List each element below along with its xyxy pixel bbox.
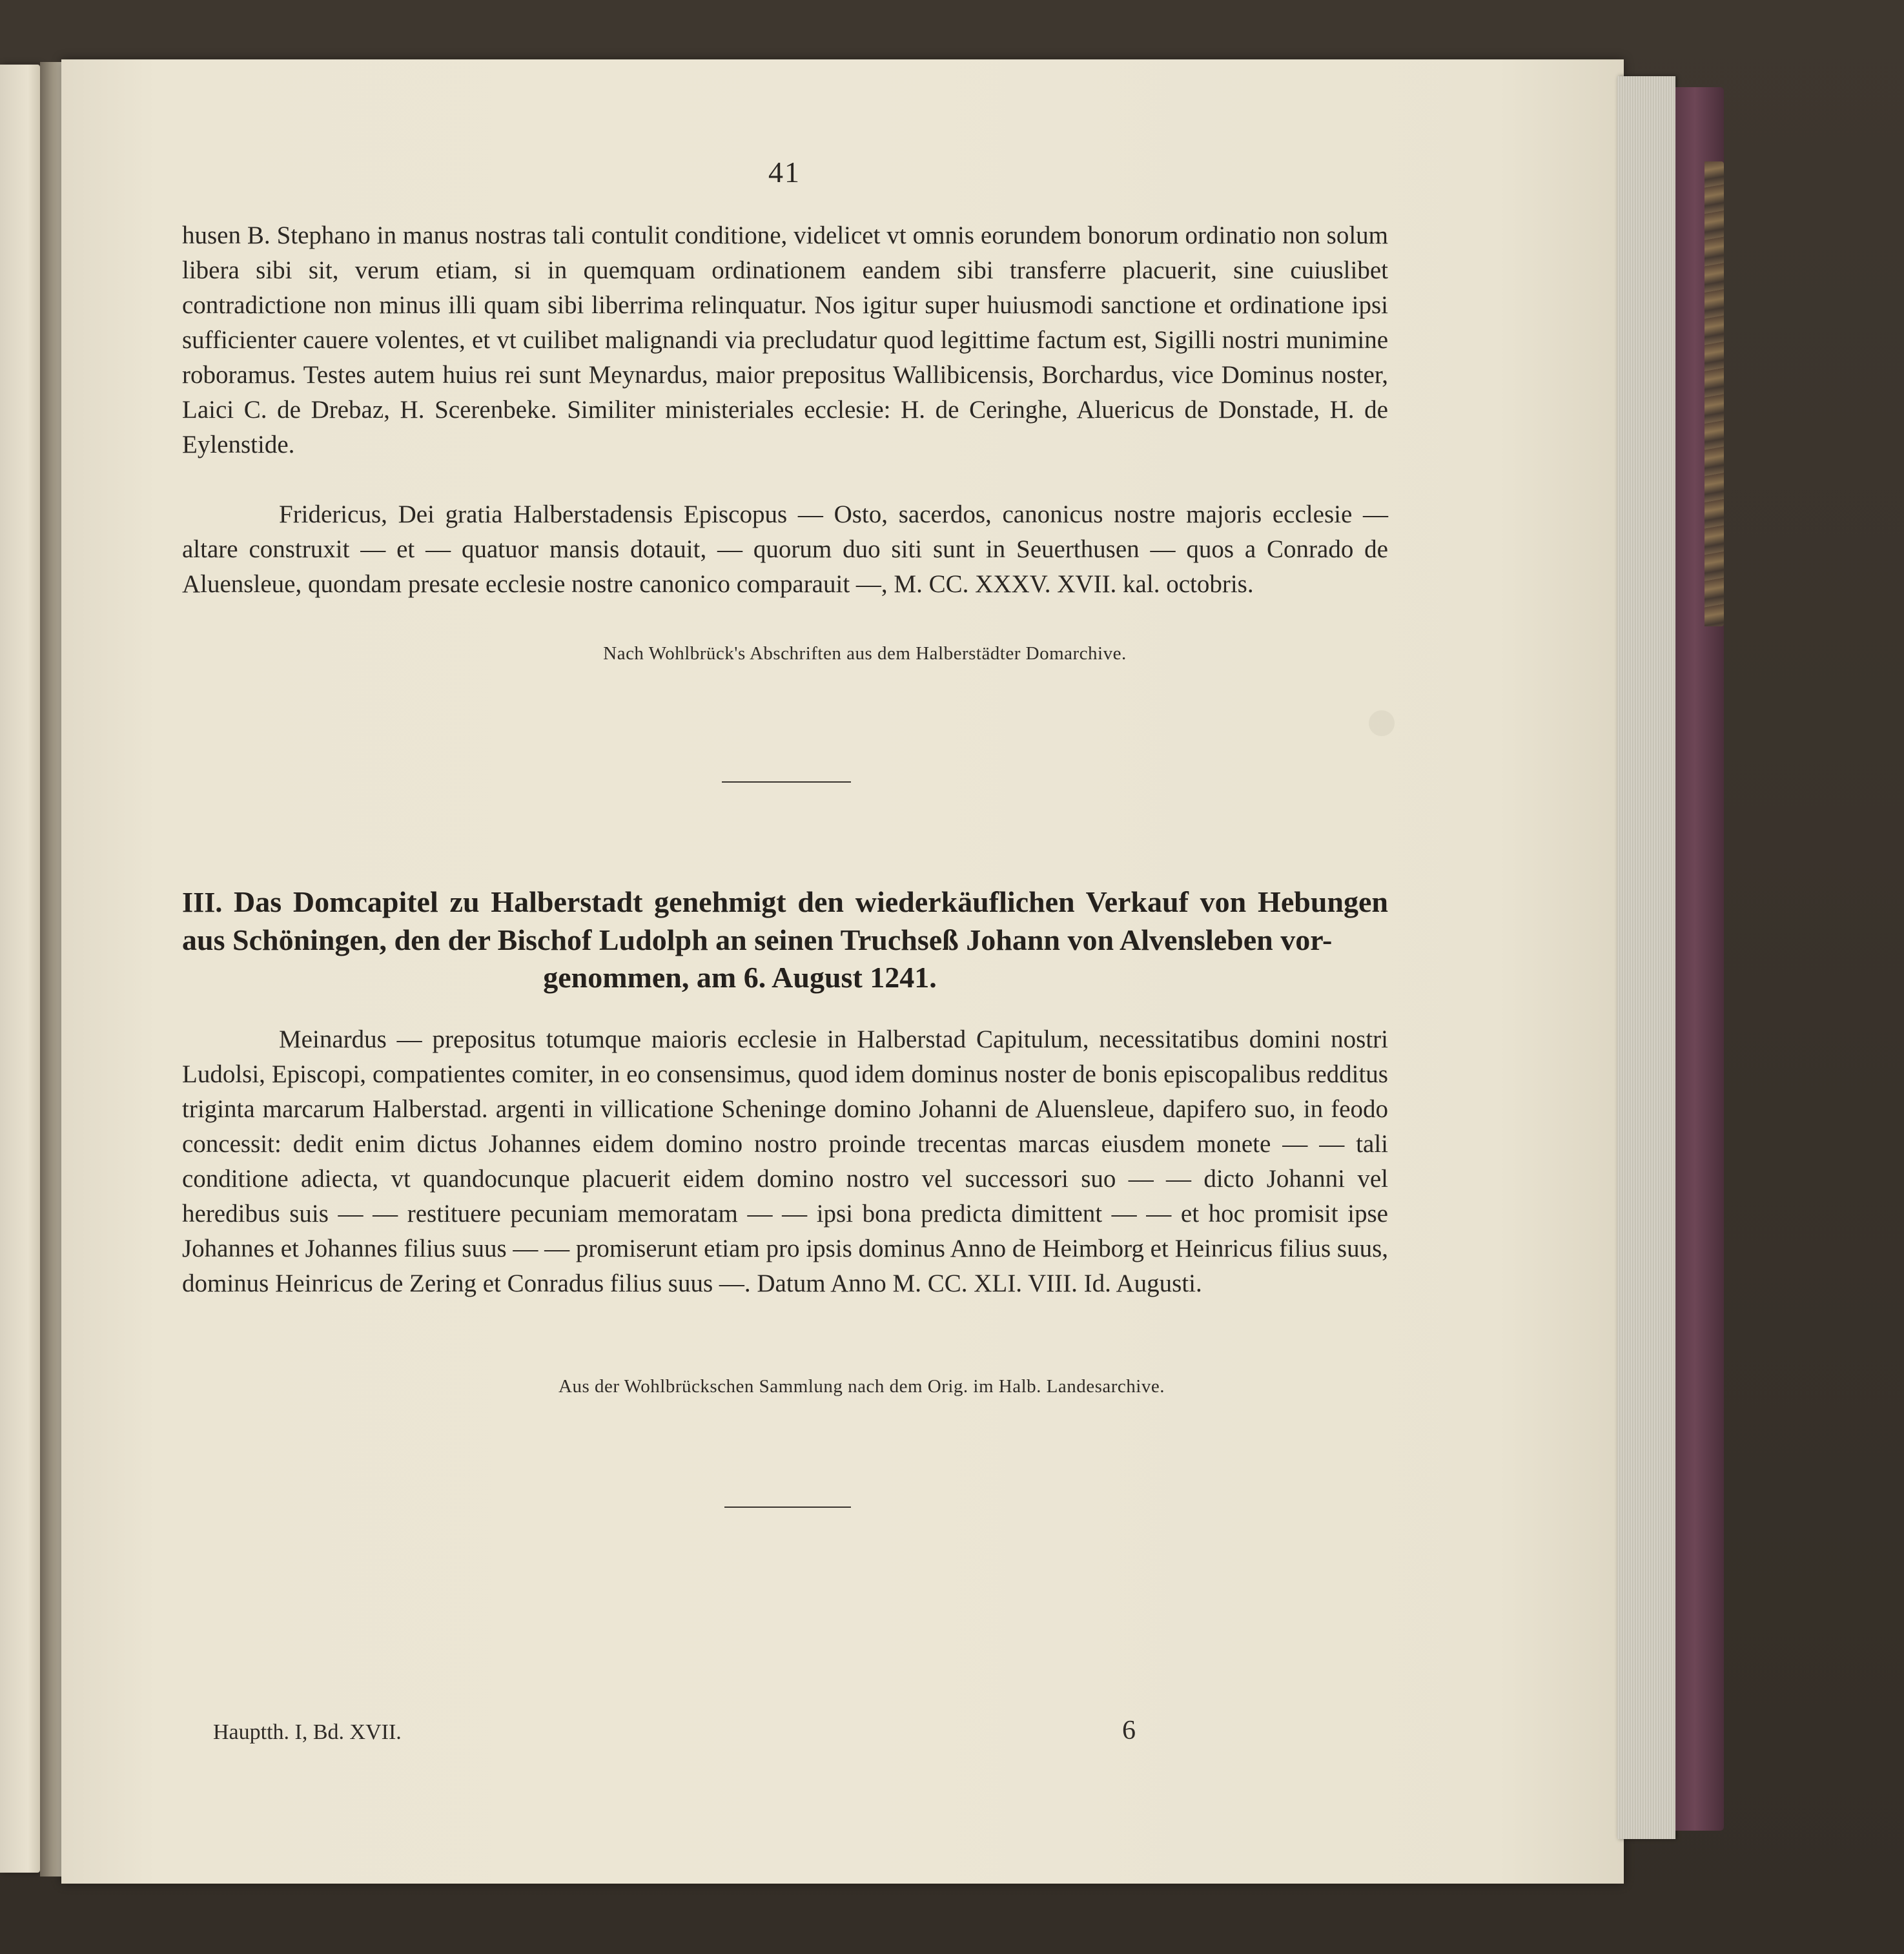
- footer-signature-mark: 6: [1122, 1716, 1136, 1745]
- paragraph-charter-continuation: husen B. Stephano in manus nostras tali contulit conditione, videlicet vt omnis eorundem bonorum ordinatio non solum libera sibi sit, verum etiam, si in quemquam ordinationem eandem sibi transferre placuerit, sine cuiuslibet contradictione non minus illi quam sibi liberrima relinquatur. Nos igitur super huiusmodi sanctione et ordinatione ipsi sufficienter cauere volentes, et vt cuilibet malignandi via precludatur quod legittime factum est, Sigilli nostri munimine roboramus. Testes autem huius rei sunt Meynardus, maior prepositus Wallibicensis, Borchardus, vice Dominus noster, Laici C. de Drebaz, H. Scerenbeke. Similiter ministeriales ecclesie: H. de Ceringhe, Aluericus de Donstade, H. de Eylenstide.: [182, 221, 1388, 458]
- paragraph-friderici: [182, 497, 1388, 602]
- section-heading-text: Das Domcapitel zu Halberstadt genehmigt den wiederkäuflichen Verkauf von Hebungen aus Schöningen, den der Bischof Ludolph an seinen Truchseß Johann von Alvensleben vor-: [182, 885, 1388, 956]
- source-note-2: Aus der Wohlbrückschen Sammlung nach dem Orig. im Halb. Landesarchive.: [558, 1376, 1165, 1397]
- section-number: III.: [182, 887, 223, 918]
- section-heading-last-line: genommen, am 6. August 1241.: [543, 961, 937, 994]
- footer-volume-note: Hauptth. I, Bd. XVII.: [213, 1720, 402, 1744]
- source-note-1: Nach Wohlbrück's Abschriften aus dem Halberstädter Domarchive.: [603, 643, 1127, 664]
- paragraph-friderici-text: Fridericus, Dei gratia Halberstadensis Episcopus — Osto, sacerdos, canonicus nostre majoris ecclesie — altare construxit — et — quatuor mansis dotauit, — quorum duo siti sunt in Seuerthusen — quos a Conrado de Aluensleue, quondam presate ecclesie nostre canonico comparauit —, M. CC. XXXV. XVII. kal. octobris.: [182, 500, 1388, 598]
- section-divider-2: [724, 1507, 851, 1508]
- page-number: 41: [768, 156, 801, 189]
- section-heading: [182, 883, 1388, 996]
- section-divider-1: [722, 781, 851, 783]
- paragraph-meinardus-text: Meinardus — prepositus totumque maioris ecclesie in Halberstad Capitulum, necessitatibus domini nostri Ludolsi, Episcopi, compatientes comiter, in eo consensimus, quod idem dominus noster de bonis episcopalibus redditus triginta marcarum Halberstad. argenti in villicatione Scheninge domino Johanni de Aluensleue, dapifero suo, in feodo concessit: dedit enim dictus Johannes eidem domino nostro proinde trecentas marcas eiusdem monete — — tali conditione adiecta, vt quandocunque placuerit eidem domino nostro vel successori suo — — dicto Johanni vel heredibus suis — — restituere pecuniam memoratam — — ipsi bona predicta dimittent — — et hoc promisit ipse Johannes et Johannes filius suus — — promiserunt etiam pro ipsis dominus Anno de Heimborg et Heinricus filius suus, dominus Heinricus de Zering et Conradus filius suus —. Datum Anno M. CC. XLI. VIII. Id. Augusti.: [182, 1025, 1388, 1297]
- paragraph-meinardus: [182, 1022, 1388, 1301]
